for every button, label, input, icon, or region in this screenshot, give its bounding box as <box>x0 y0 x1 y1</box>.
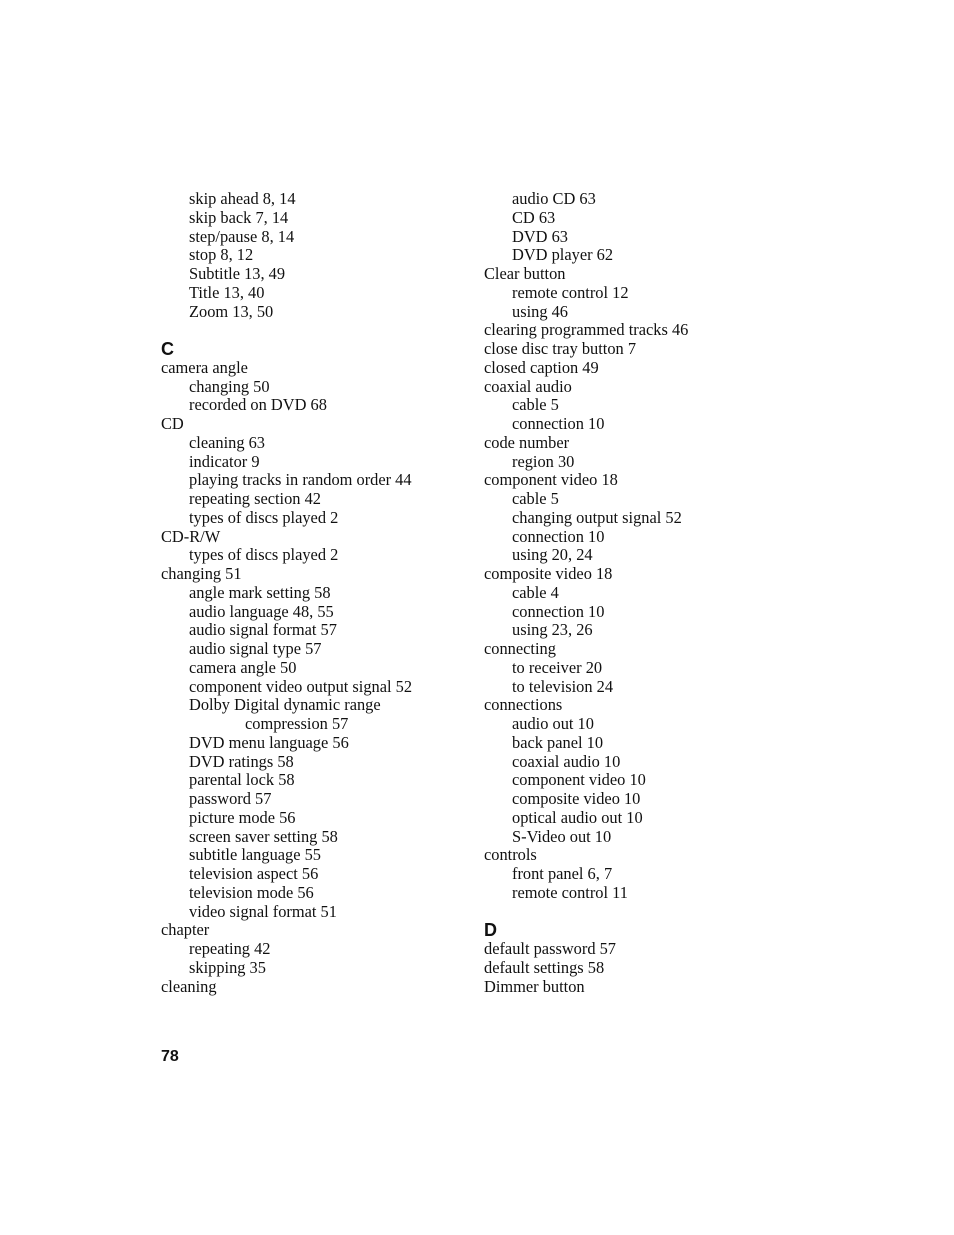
index-entry: component video 18 <box>484 470 618 490</box>
index-subentry: repeating 42 <box>189 939 271 958</box>
index-subentry: cable 5 <box>512 395 559 415</box>
index-subentry: camera angle 50 <box>189 657 297 677</box>
index-subentry: screen saver setting 58 <box>189 826 338 846</box>
index-entry: controls <box>484 845 537 865</box>
index-subentry: skipping 35 <box>189 957 266 977</box>
index-subentry: connection 10 <box>512 601 605 621</box>
index-entry: coaxial audio <box>484 376 572 396</box>
index-subentry: video signal format 51 <box>189 901 337 921</box>
index-entry: connecting <box>484 639 556 658</box>
index-subentry: using 23, 26 <box>512 620 593 640</box>
index-section-letter: D <box>484 920 497 941</box>
index-subentry: coaxial audio 10 <box>512 751 621 771</box>
index-subentry: region 30 <box>512 451 575 471</box>
index-subentry: Dolby Digital dynamic range <box>189 695 381 715</box>
index-subentry: step/pause 8, 14 <box>189 226 295 246</box>
index-subentry: picture mode 56 <box>189 807 296 827</box>
index-entry: closed caption 49 <box>484 357 599 377</box>
index-subentry: component video output signal 52 <box>189 676 413 696</box>
index-subentry: types of discs played 2 <box>189 507 339 527</box>
index-subentry: indicator 9 <box>189 451 260 471</box>
index-subentry: CD 63 <box>512 207 556 227</box>
index-entry: CD-R/W <box>161 526 221 546</box>
index-subentry: to receiver 20 <box>512 657 603 677</box>
index-subentry: front panel 6, 7 <box>512 864 613 883</box>
index-subentry: optical audio out 10 <box>512 807 643 827</box>
index-entry: default password 57 <box>484 939 617 958</box>
index-subentry: DVD menu language 56 <box>189 732 349 752</box>
index-entry: CD <box>161 414 184 433</box>
index-subentry: parental lock 58 <box>189 770 295 790</box>
index-entry: chapter <box>161 920 210 940</box>
index-subentry: composite video 10 <box>512 789 641 808</box>
index-subentry: television mode 56 <box>189 882 314 902</box>
index-subentry: television aspect 56 <box>189 864 319 883</box>
index-entry: default settings 58 <box>484 957 605 977</box>
index-subentry: playing tracks in random order 44 <box>189 470 412 490</box>
page-number: 78 <box>161 1048 179 1065</box>
index-subentry: back panel 10 <box>512 732 604 752</box>
index-subentry: angle mark setting 58 <box>189 582 331 602</box>
index-entry: cleaning <box>161 976 217 996</box>
index-subentry: compression 57 <box>245 714 349 733</box>
index-column-left <box>161 190 461 996</box>
index-subentry: DVD ratings 58 <box>189 751 294 771</box>
index-subentry: Title 13, 40 <box>189 282 265 302</box>
index-subentry: component video 10 <box>512 770 646 790</box>
index-subentry: audio signal format 57 <box>189 620 337 640</box>
index-subentry: stop 8, 12 <box>189 245 254 265</box>
index-subentry: using 20, 24 <box>512 545 593 565</box>
index-subentry: audio language 48, 55 <box>189 601 334 621</box>
index-subentry: using 46 <box>512 301 569 321</box>
index-subentry: cable 5 <box>512 489 559 508</box>
index-entry: Dimmer button <box>484 976 585 996</box>
index-subentry: connection 10 <box>512 526 605 546</box>
index-subentry: DVD player 62 <box>512 245 614 265</box>
index-entry: camera angle <box>161 357 248 377</box>
index-subentry: audio CD 63 <box>512 189 596 208</box>
index-entry: code number <box>484 432 570 452</box>
index-subentry: changing 50 <box>189 376 270 396</box>
index-subentry: remote control 12 <box>512 282 629 302</box>
index-column-right <box>484 190 784 996</box>
index-entry: Clear button <box>484 264 566 283</box>
index-section-letter: C <box>161 339 174 359</box>
index-subentry: cleaning 63 <box>189 432 266 452</box>
index-entry: composite video 18 <box>484 564 613 583</box>
index-subentry: repeating section 42 <box>189 489 321 508</box>
index-subentry: audio signal type 57 <box>189 639 322 658</box>
index-subentry: remote control 11 <box>512 882 628 902</box>
index-subentry: connection 10 <box>512 414 605 433</box>
index-subentry: Zoom 13, 50 <box>189 301 274 321</box>
index-subentry: cable 4 <box>512 582 559 602</box>
index-subentry: skip ahead 8, 14 <box>189 189 296 208</box>
index-subentry: types of discs played 2 <box>189 545 339 565</box>
index-subentry: changing output signal 52 <box>512 507 682 527</box>
index-entry: connections <box>484 695 563 715</box>
index-subentry: password 57 <box>189 789 272 808</box>
index-subentry: audio out 10 <box>512 714 594 733</box>
index-subentry: recorded on DVD 68 <box>189 395 327 415</box>
index-subentry: S-Video out 10 <box>512 826 612 846</box>
index-subentry: Subtitle 13, 49 <box>189 264 286 283</box>
index-entry: clearing programmed tracks 46 <box>484 320 689 340</box>
index-entry: close disc tray button 7 <box>484 339 637 358</box>
index-subentry: skip back 7, 14 <box>189 207 289 227</box>
index-subentry: DVD 63 <box>512 226 568 246</box>
index-entry: changing 51 <box>161 564 242 583</box>
index-subentry: to television 24 <box>512 676 614 696</box>
index-subentry: subtitle language 55 <box>189 845 322 865</box>
